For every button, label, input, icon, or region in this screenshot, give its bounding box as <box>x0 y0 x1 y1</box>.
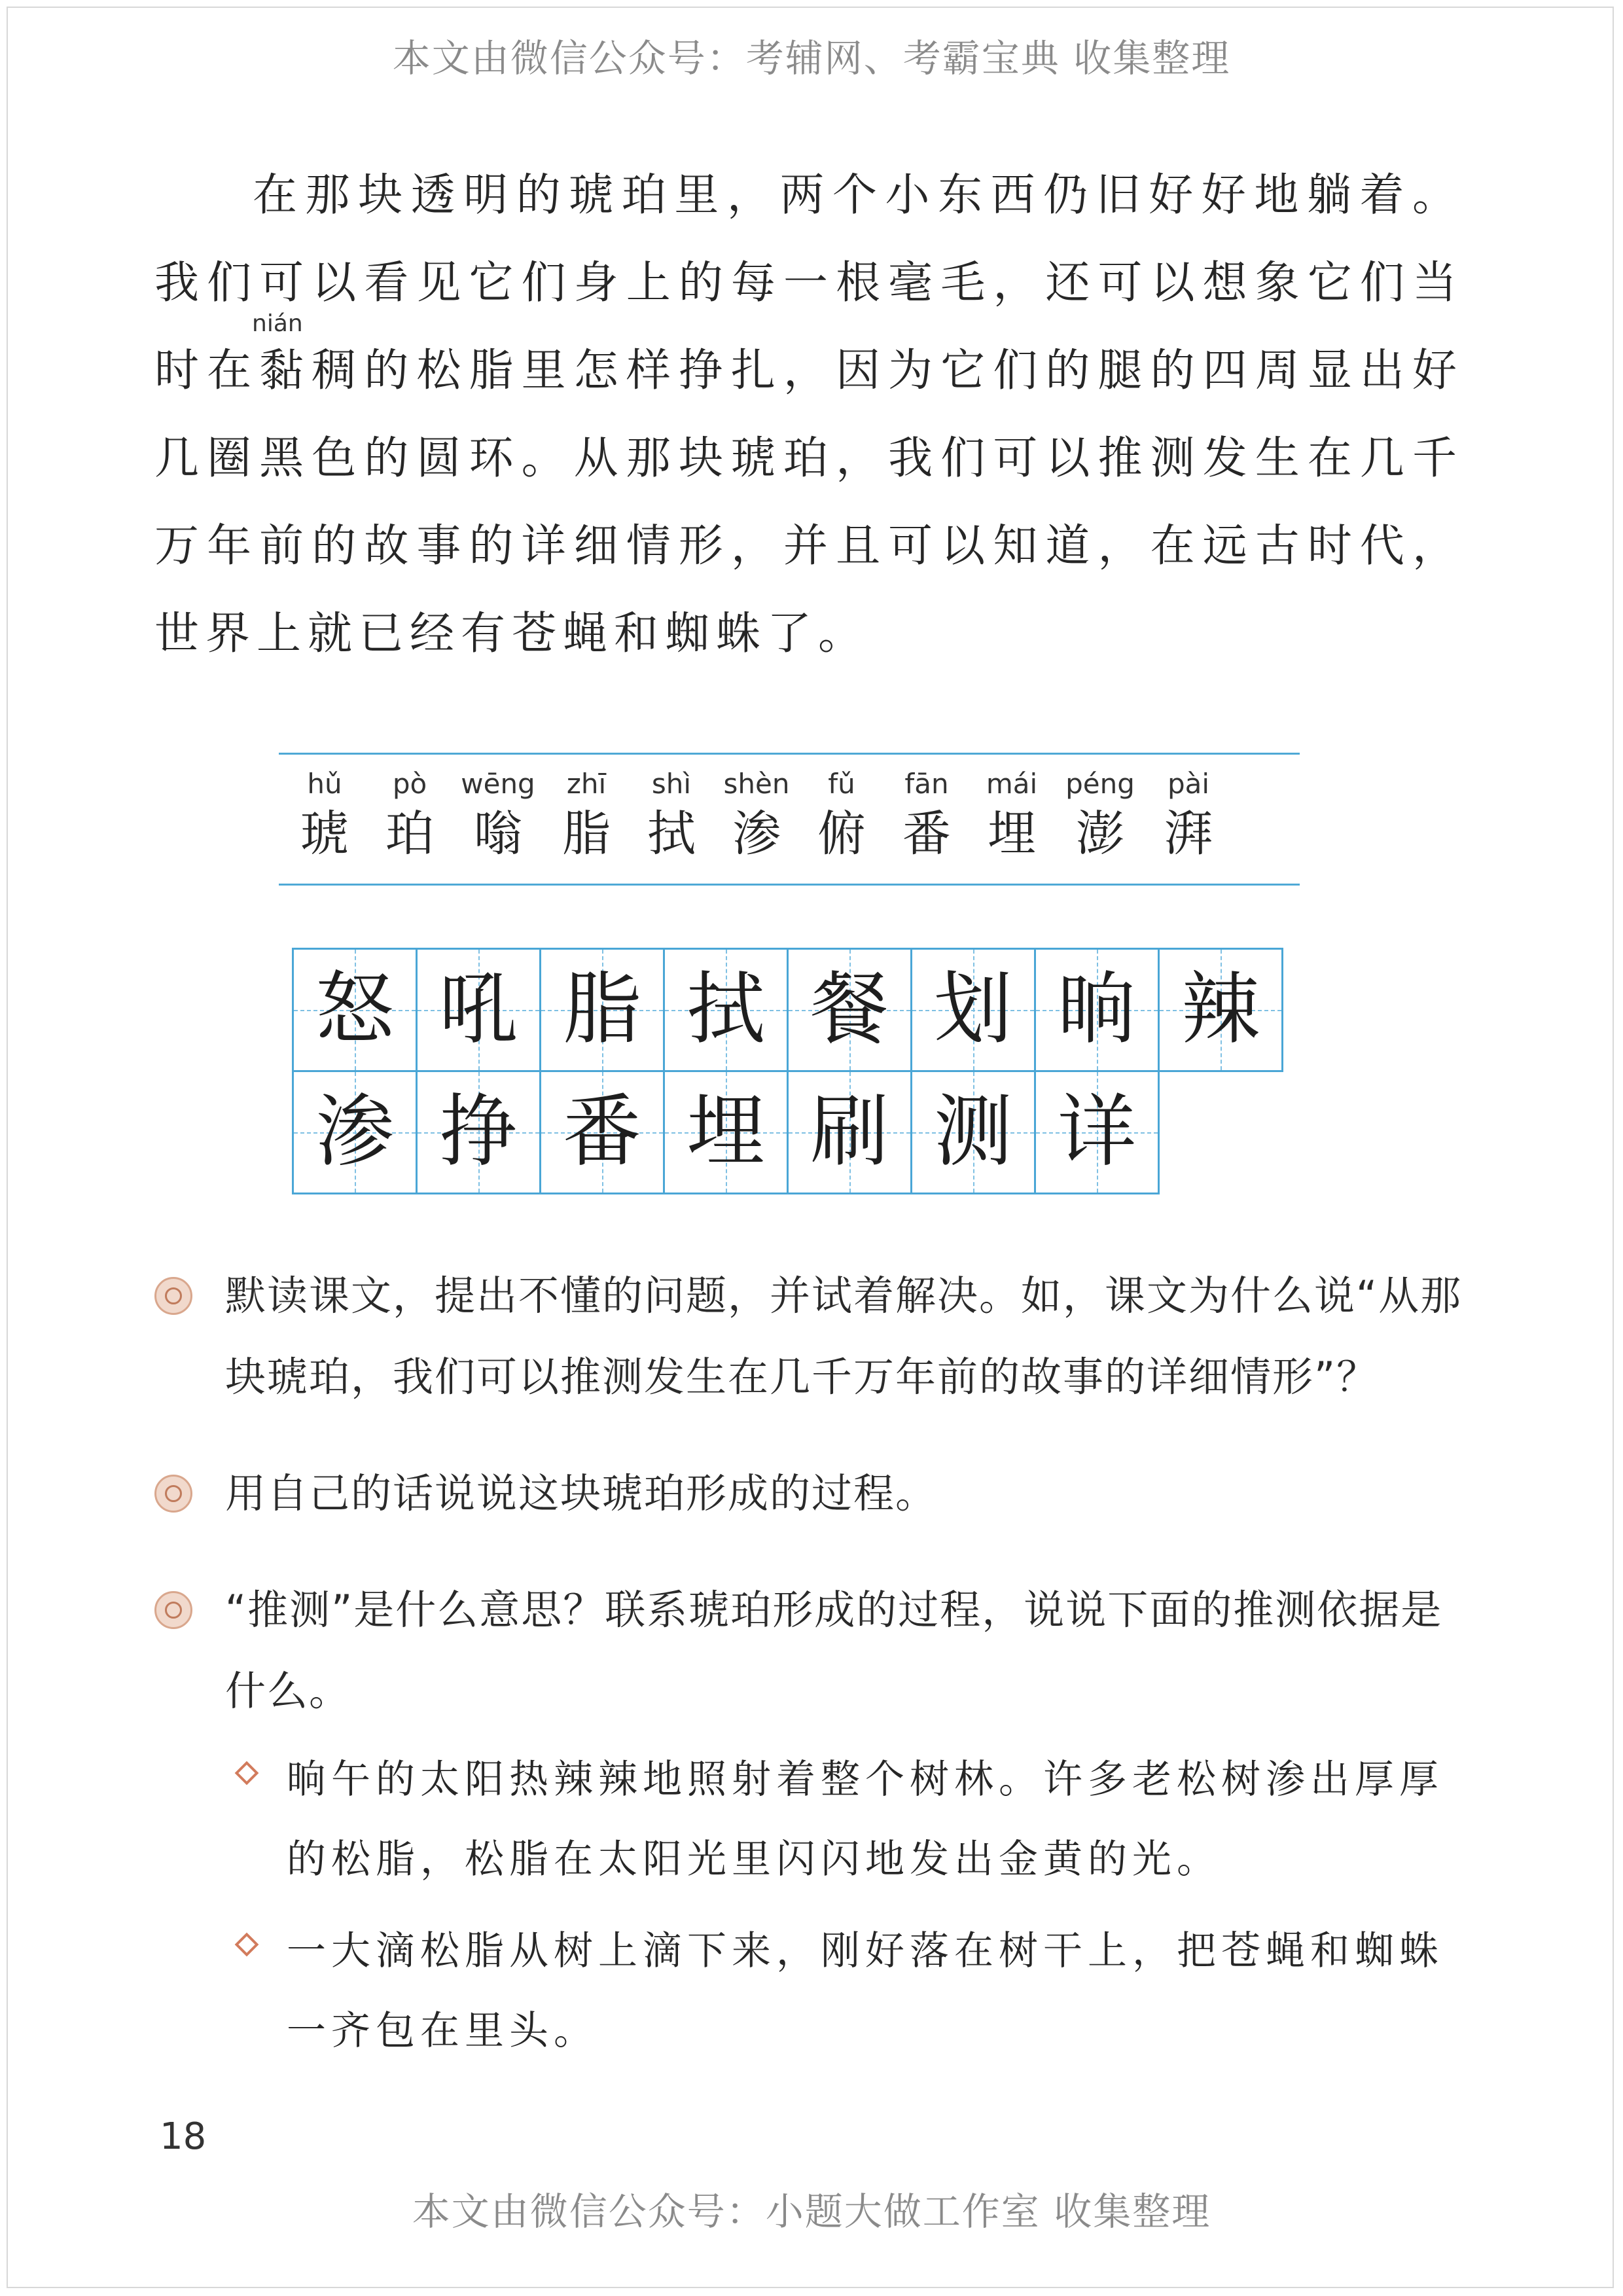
grid-cell <box>292 1070 418 1194</box>
vocab-pinyin: mái <box>986 768 1038 800</box>
grid-char: 埋 <box>687 1086 765 1177</box>
grid-char: 脂 <box>563 964 641 1055</box>
diamond-bullet-icon <box>235 1761 259 1785</box>
grid-cell <box>1158 948 1283 1072</box>
vocab-item <box>279 766 370 865</box>
grid-cell <box>910 948 1036 1072</box>
question-3-text: “推测”是什么意思？联系琥珀形成的过程，说说下面的推测依据是什么。 <box>225 1586 1443 1715</box>
vocab-item <box>796 766 887 865</box>
flower-bullet-icon <box>154 1277 192 1315</box>
vocab-item <box>452 766 544 865</box>
vocab-bottom-rule <box>279 884 1300 886</box>
vocab-char: 俯 <box>817 806 866 862</box>
flower-bullet-icon <box>154 1591 192 1629</box>
grid-char: 挣 <box>439 1086 518 1177</box>
grid-char: 渗 <box>315 1086 394 1177</box>
vocab-pinyin: wēng <box>461 768 535 800</box>
watermark-top: 本文由微信公众号：考辅网、考霸宝典 收集整理 <box>392 36 1231 81</box>
vocab-item <box>711 766 802 865</box>
vocab-char: 番 <box>902 806 951 862</box>
grid-char: 测 <box>934 1086 1012 1177</box>
grid-cell <box>1034 948 1160 1072</box>
grid-cell <box>787 948 912 1072</box>
vocab-item <box>966 766 1058 865</box>
grid-char: 番 <box>563 1086 641 1177</box>
vocab-item <box>626 766 717 865</box>
flower-bullet-icon <box>154 1475 192 1513</box>
grid-cell <box>1034 1070 1160 1194</box>
question-1-text: 默读课文，提出不懂的问题，并试着解决。如，课文为什么说“从那块琥珀，我们可以推测发生在几千万年前的故事的详细情形”？ <box>225 1272 1463 1401</box>
passage <box>154 152 1463 678</box>
vocab-item <box>881 766 972 865</box>
vocab-char: 澎 <box>1076 806 1124 862</box>
vocab-char: 琥 <box>300 806 349 862</box>
vocab-top-rule <box>279 753 1300 755</box>
grid-char: 拭 <box>687 964 765 1055</box>
diamond-bullet-icon <box>235 1933 259 1957</box>
grid-row-1 <box>292 948 1281 1070</box>
grid-cell <box>910 1070 1036 1194</box>
grid-cell <box>787 1070 912 1194</box>
grid-char: 吼 <box>439 964 518 1055</box>
question-2-text: 用自己的话说说这块琥珀形成的过程。 <box>225 1469 938 1517</box>
vocab-pinyin: péng <box>1065 768 1135 800</box>
vocabulary-strip <box>279 753 1300 888</box>
vocab-pinyin: shì <box>651 768 692 800</box>
vocab-pinyin: pò <box>392 768 427 800</box>
grid-char: 刷 <box>810 1086 889 1177</box>
passage-text: 在那块透明的琥珀里，两个小东西仍旧好好地躺着。我们可以看见它们身上的每一根毫毛，还可以想象它们当时在黏稠的松脂里怎样挣扎，因为它们的腿的四周显出好几圈黑色的圆环。从那块琥珀，我们可以推测发生在几千万年前的故事的详细情形，并且可以知道，在远古时代，世界上就已经有苍蝇和蜘蛛了。 <box>154 170 1463 660</box>
grid-row-2 <box>292 1070 1281 1193</box>
vocab-char: 珀 <box>385 806 434 862</box>
grid-char: 晌 <box>1058 964 1136 1055</box>
vocab-pinyin: hǔ <box>307 768 342 800</box>
grid-char: 辣 <box>1181 964 1260 1055</box>
pinyin-annotation: nián <box>252 310 303 337</box>
vocab-pinyin: shèn <box>723 768 790 800</box>
grid-char: 餐 <box>810 964 889 1055</box>
grid-cell <box>292 948 418 1072</box>
vocab-char: 嗡 <box>474 806 522 862</box>
grid-char: 怒 <box>315 964 394 1055</box>
vocab-char: 埋 <box>988 806 1036 862</box>
grid-cell <box>539 1070 665 1194</box>
vocab-char: 拭 <box>647 806 696 862</box>
question-1 <box>154 1255 1463 1418</box>
vocab-pinyin: zhī <box>566 768 607 800</box>
sub-items <box>233 1740 1463 2083</box>
question-2 <box>154 1453 1463 1534</box>
question-3 <box>154 1570 1463 1732</box>
watermark-bottom: 本文由微信公众号：小题大做工作室 收集整理 <box>412 2189 1211 2234</box>
vocab-pinyin: fān <box>904 768 949 800</box>
sub-item-1 <box>233 1740 1463 1899</box>
sub-item-2-text: 一大滴松脂从树上滴下来，刚好落在树干上，把苍蝇和蜘蛛一齐包在里头。 <box>287 1928 1444 2054</box>
grid-cell <box>663 948 789 1072</box>
grid-cell <box>416 948 541 1072</box>
vocab-pinyin: fǔ <box>828 768 855 800</box>
vocab-char: 脂 <box>562 806 611 862</box>
vocab-char: 湃 <box>1164 806 1213 862</box>
page-number: 18 <box>160 2115 207 2158</box>
vocab-char: 渗 <box>732 806 781 862</box>
vocab-item <box>364 766 455 865</box>
sub-item-1-text: 晌午的太阳热辣辣地照射着整个树林。许多老松树渗出厚厚的松脂，松脂在太阳光里闪闪地发出金黄的光。 <box>287 1757 1444 1882</box>
vocab-item <box>1143 766 1234 865</box>
sub-item-2 <box>233 1911 1463 2071</box>
writing-grid <box>292 948 1281 1193</box>
vocab-item <box>541 766 632 865</box>
exercise-questions <box>154 1255 1463 1732</box>
grid-char: 划 <box>934 964 1012 1055</box>
grid-char: 详 <box>1058 1086 1136 1177</box>
grid-cell <box>416 1070 541 1194</box>
vocab-pinyin: pài <box>1167 768 1210 800</box>
grid-cell <box>663 1070 789 1194</box>
grid-cell <box>539 948 665 1072</box>
vocab-item <box>1054 766 1146 865</box>
